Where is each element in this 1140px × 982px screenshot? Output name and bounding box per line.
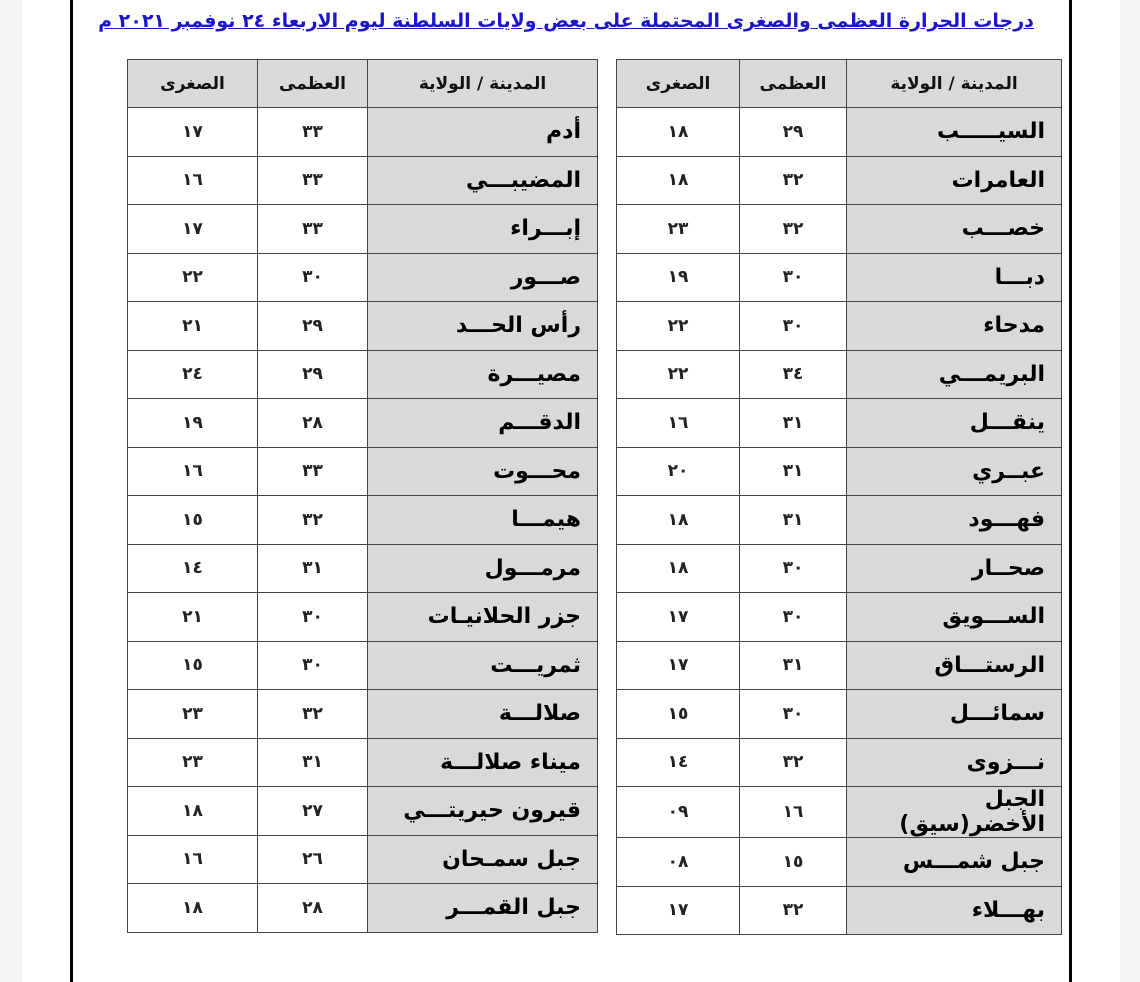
max-temp-cell: ٢٦ (258, 835, 368, 884)
min-temp-cell: ٢١ (128, 593, 258, 642)
city-cell: جبل القمـــر (368, 884, 598, 933)
max-temp-cell: ٣٣ (258, 447, 368, 496)
table-row (128, 156, 598, 205)
min-temp-cell: ١٧ (128, 205, 258, 254)
table-row (128, 835, 598, 884)
table-header-row (617, 60, 1062, 108)
min-temp-cell: ١٨ (617, 156, 740, 205)
city-cell: دبـــا (847, 253, 1062, 302)
table-row (617, 641, 1062, 690)
max-temp-cell: ٣٢ (258, 690, 368, 739)
table-body (617, 108, 1062, 935)
min-temp-cell: ١٧ (128, 108, 258, 157)
table-row (128, 205, 598, 254)
city-cell: أدم (368, 108, 598, 157)
city-cell: صحــار (847, 544, 1062, 593)
max-temp-cell: ٣٠ (258, 253, 368, 302)
document-title: درجات الحرارة العظمى والصغرى المحتملة على بعض ولايات السلطنة ليوم الاربعاء ٢٤ نوفمبر ٢٠٢١ م (98, 10, 1034, 32)
table-row (128, 884, 598, 933)
min-temp-cell: ١٤ (617, 738, 740, 787)
city-cell: صلالـــة (368, 690, 598, 739)
city-cell: ينقـــل (847, 399, 1062, 448)
max-temp-cell: ٣٢ (740, 205, 847, 254)
header-city: المدينة / الولاية (368, 60, 598, 108)
city-cell: الدقـــم (368, 399, 598, 448)
table-row (617, 690, 1062, 739)
city-cell: ثمريـــت (368, 641, 598, 690)
min-temp-cell: ٢٠ (617, 447, 740, 496)
max-temp-cell: ٣٣ (258, 108, 368, 157)
max-temp-cell: ٣٢ (258, 496, 368, 545)
max-temp-cell: ٣٢ (740, 886, 847, 935)
max-temp-cell: ٣١ (740, 399, 847, 448)
min-temp-cell: ١٨ (128, 884, 258, 933)
city-cell: مرمـــول (368, 544, 598, 593)
max-temp-cell: ١٦ (740, 787, 847, 838)
table-row (128, 690, 598, 739)
table-row (128, 108, 598, 157)
temperature-table-right (616, 59, 1062, 935)
table-row (128, 253, 598, 302)
city-cell: جبل سمـحان (368, 835, 598, 884)
min-temp-cell: ٢٣ (128, 738, 258, 787)
city-cell: مصيـــرة (368, 350, 598, 399)
city-cell: ميناء صلالـــة (368, 738, 598, 787)
city-cell: الرستـــاق (847, 641, 1062, 690)
min-temp-cell: ١٦ (617, 399, 740, 448)
min-temp-cell: ١٩ (617, 253, 740, 302)
max-temp-cell: ٣٠ (740, 253, 847, 302)
header-min: الصغرى (617, 60, 740, 108)
table-row (128, 544, 598, 593)
max-temp-cell: ٢٩ (740, 108, 847, 157)
min-temp-cell: ١٧ (617, 641, 740, 690)
min-temp-cell: ١٤ (128, 544, 258, 593)
table-row (617, 496, 1062, 545)
header-city: المدينة / الولاية (847, 60, 1062, 108)
min-temp-cell: ٠٩ (617, 787, 740, 838)
table-row (617, 838, 1062, 887)
header-min: الصغرى (128, 60, 258, 108)
max-temp-cell: ٣١ (740, 447, 847, 496)
min-temp-cell: ١٦ (128, 156, 258, 205)
city-cell: الســـويق (847, 593, 1062, 642)
city-cell: صـــور (368, 253, 598, 302)
city-cell: خصـــب (847, 205, 1062, 254)
min-temp-cell: ٢٣ (128, 690, 258, 739)
header-max: العظمى (740, 60, 847, 108)
max-temp-cell: ١٥ (740, 838, 847, 887)
table-row (617, 787, 1062, 838)
table-row (617, 350, 1062, 399)
table-row (128, 787, 598, 836)
min-temp-cell: ١٥ (128, 641, 258, 690)
city-cell: قيرون حيريتـــي (368, 787, 598, 836)
city-cell: بهـــلاء (847, 886, 1062, 935)
table-row (128, 350, 598, 399)
min-temp-cell: ١٨ (617, 544, 740, 593)
city-cell: محـــوت (368, 447, 598, 496)
table-row (617, 302, 1062, 351)
temperature-table-left (127, 59, 598, 933)
city-cell: جزر الحلانيـات (368, 593, 598, 642)
table-row (128, 738, 598, 787)
table-row (617, 205, 1062, 254)
table-row (617, 399, 1062, 448)
max-temp-cell: ٢٨ (258, 884, 368, 933)
max-temp-cell: ٣٠ (740, 690, 847, 739)
table-body (128, 108, 598, 933)
max-temp-cell: ٣٢ (740, 156, 847, 205)
min-temp-cell: ٠٨ (617, 838, 740, 887)
min-temp-cell: ٢١ (128, 302, 258, 351)
min-temp-cell: ١٩ (128, 399, 258, 448)
max-temp-cell: ٢٩ (258, 302, 368, 351)
table-row (617, 253, 1062, 302)
table-row (617, 544, 1062, 593)
table-row (128, 399, 598, 448)
min-temp-cell: ٢٢ (128, 253, 258, 302)
table-row (128, 302, 598, 351)
max-temp-cell: ٣١ (740, 641, 847, 690)
max-temp-cell: ٣٠ (740, 544, 847, 593)
table-row (617, 108, 1062, 157)
table-row (617, 447, 1062, 496)
max-temp-cell: ٣٤ (740, 350, 847, 399)
min-temp-cell: ١٥ (128, 496, 258, 545)
table-row (617, 738, 1062, 787)
table-row (617, 156, 1062, 205)
min-temp-cell: ٢٢ (617, 350, 740, 399)
table-row (617, 593, 1062, 642)
max-temp-cell: ٣٣ (258, 156, 368, 205)
max-temp-cell: ٣١ (258, 544, 368, 593)
max-temp-cell: ٣٠ (740, 593, 847, 642)
table-row (128, 496, 598, 545)
table-row (128, 593, 598, 642)
city-cell: البريمـــي (847, 350, 1062, 399)
max-temp-cell: ٣٣ (258, 205, 368, 254)
max-temp-cell: ٢٨ (258, 399, 368, 448)
max-temp-cell: ٣٠ (258, 593, 368, 642)
table-header-row (128, 60, 598, 108)
city-cell: مدحاء (847, 302, 1062, 351)
min-temp-cell: ١٥ (617, 690, 740, 739)
min-temp-cell: ٢٢ (617, 302, 740, 351)
city-cell: نـــزوى (847, 738, 1062, 787)
city-cell: الجبل الأخضر(سيق) (847, 787, 1062, 838)
max-temp-cell: ٣٠ (258, 641, 368, 690)
city-cell: سمائـــل (847, 690, 1062, 739)
min-temp-cell: ١٨ (617, 496, 740, 545)
table-row (617, 886, 1062, 935)
header-max: العظمى (258, 60, 368, 108)
min-temp-cell: ٢٣ (617, 205, 740, 254)
city-cell: المضيبـــي (368, 156, 598, 205)
max-temp-cell: ٣٠ (740, 302, 847, 351)
min-temp-cell: ١٦ (128, 835, 258, 884)
city-cell: إبـــراء (368, 205, 598, 254)
max-temp-cell: ٣١ (740, 496, 847, 545)
max-temp-cell: ٢٩ (258, 350, 368, 399)
city-cell: السيـــــب (847, 108, 1062, 157)
city-cell: جبل شمـــس (847, 838, 1062, 887)
city-cell: العامرات (847, 156, 1062, 205)
city-cell: فهـــود (847, 496, 1062, 545)
max-temp-cell: ٢٧ (258, 787, 368, 836)
min-temp-cell: ١٧ (617, 886, 740, 935)
min-temp-cell: ٢٤ (128, 350, 258, 399)
city-cell: هيمـــا (368, 496, 598, 545)
min-temp-cell: ١٦ (128, 447, 258, 496)
city-cell: رأس الحـــد (368, 302, 598, 351)
min-temp-cell: ١٨ (128, 787, 258, 836)
max-temp-cell: ٣١ (258, 738, 368, 787)
max-temp-cell: ٣٢ (740, 738, 847, 787)
city-cell: عبــري (847, 447, 1062, 496)
table-row (128, 641, 598, 690)
min-temp-cell: ١٨ (617, 108, 740, 157)
min-temp-cell: ١٧ (617, 593, 740, 642)
table-row (128, 447, 598, 496)
